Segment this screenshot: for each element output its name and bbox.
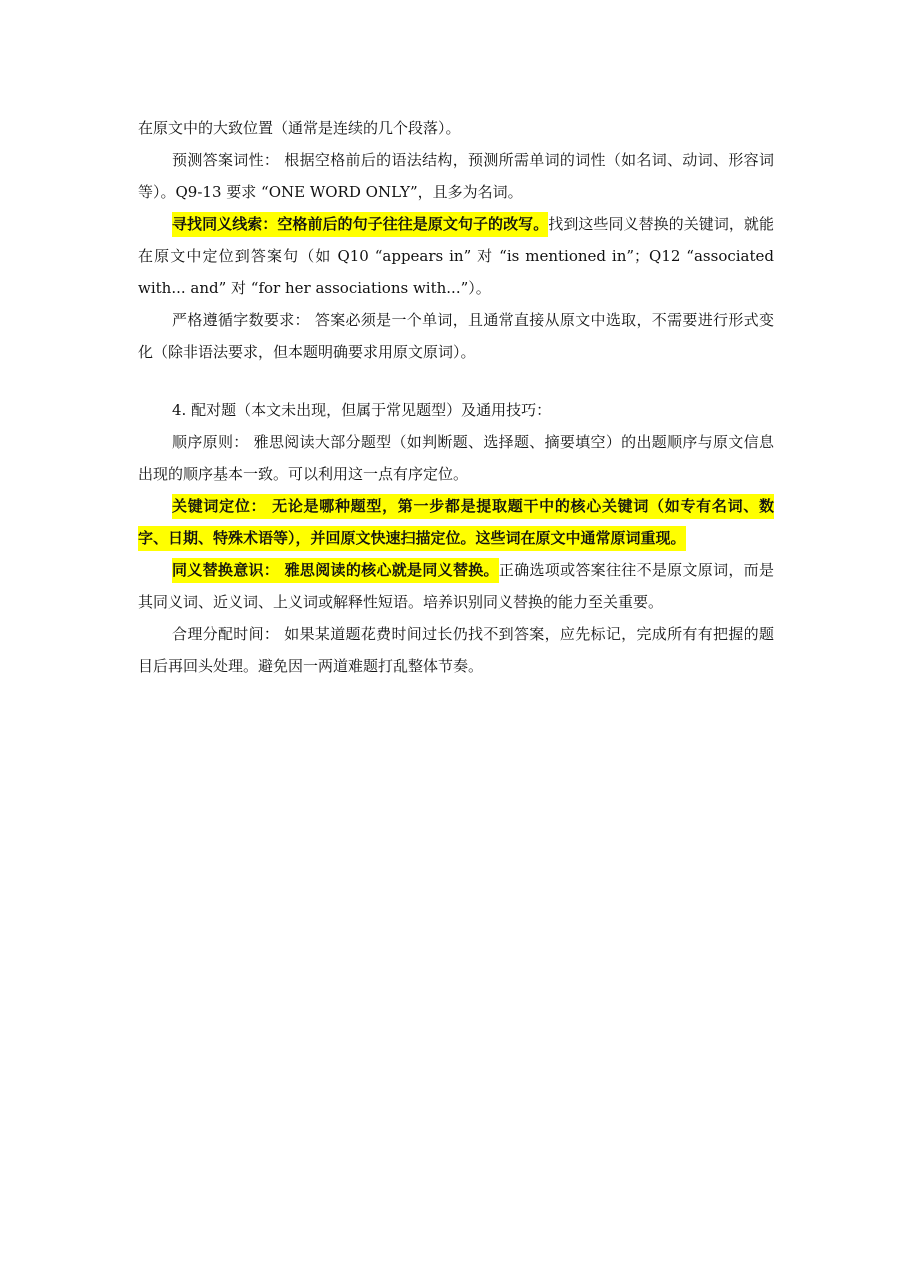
paragraph-text: 严格遵循字数要求： 答案必须是一个单词，且通常直接从原文中选取，不需要进行形式变化（除非语法要求，但本题明确要求用原文原词）。 bbox=[138, 311, 774, 361]
paragraph-text: 找到这些同义替换的关键词，就能在原文中定位到答案句（如 Q10 “appears in” 对 “is mentioned in”；Q12 “associated with... and” 对 “for her associations with...”）。 bbox=[138, 215, 774, 297]
paragraph-text: 在原文中的大致位置（通常是连续的几个段落）。 bbox=[138, 119, 461, 137]
document-body bbox=[138, 112, 774, 682]
paragraph-predict-word-type bbox=[138, 144, 774, 208]
paragraph-gap bbox=[138, 368, 774, 394]
paragraph-keyword-location bbox=[138, 490, 774, 554]
paragraph-word-limit bbox=[138, 304, 774, 368]
paragraph-order-principle bbox=[138, 426, 774, 490]
section-heading-matching bbox=[138, 394, 774, 426]
highlighted-text: 关键词定位： 无论是哪种题型，第一步都是提取题干中的核心关键词（如专有名词、数字、日期、特殊术语等），并回原文快速扫描定位。这些词在原文中通常原词重现。 bbox=[138, 494, 774, 551]
paragraph-position-note bbox=[138, 112, 774, 144]
paragraph-text: 正确选项或答案往往不是原文原词，而是其同义词、近义词、上义词或解释性短语。培养识别同义替换的能力至关重要。 bbox=[138, 561, 774, 611]
highlighted-text: 同义替换意识： 雅思阅读的核心就是同义替换。 bbox=[172, 558, 499, 583]
paragraph-text: 预测答案词性： 根据空格前后的语法结构，预测所需单词的词性（如名词、动词、形容词等）。Q9-13 要求 “ONE WORD ONLY”，且多为名词。 bbox=[138, 151, 774, 201]
paragraph-time-management bbox=[138, 618, 774, 682]
heading-text: 4. 配对题（本文未出现，但属于常见题型）及通用技巧： bbox=[172, 401, 552, 419]
paragraph-text: 合理分配时间： 如果某道题花费时间过长仍找不到答案，应先标记，完成所有有把握的题目后再回头处理。避免因一两道难题打乱整体节奏。 bbox=[138, 625, 774, 675]
paragraph-synonym-clues bbox=[138, 208, 774, 304]
paragraph-text: 顺序原则： 雅思阅读大部分题型（如判断题、选择题、摘要填空）的出题顺序与原文信息出现的顺序基本一致。可以利用这一点有序定位。 bbox=[138, 433, 774, 483]
highlighted-text: 寻找同义线索：空格前后的句子往往是原文句子的改写。 bbox=[172, 212, 548, 237]
paragraph-synonym-awareness bbox=[138, 554, 774, 618]
